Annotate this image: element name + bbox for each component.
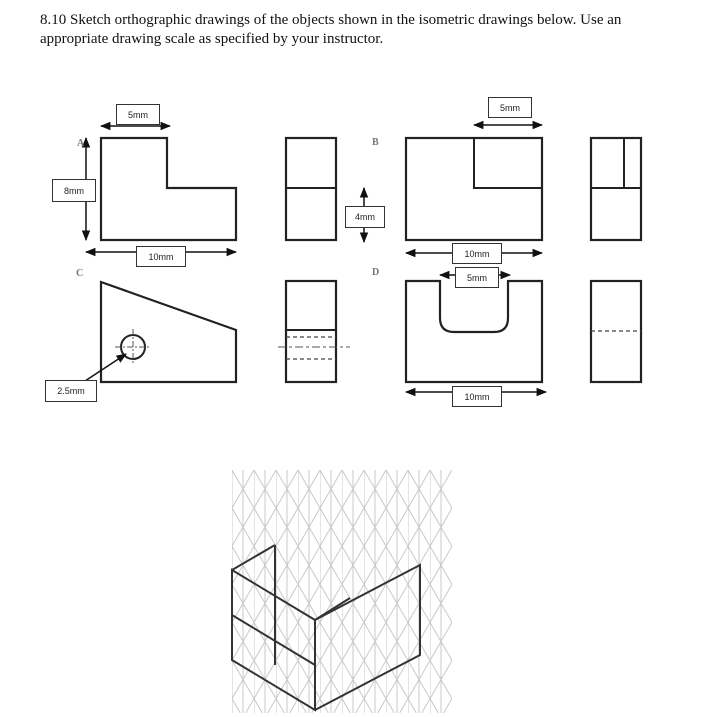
d-front-view <box>406 281 542 382</box>
label-c: C <box>76 268 84 279</box>
a-height-label: 8mm <box>52 179 96 202</box>
problem-line-2: appropriate drawing scale as specified by your instructor. <box>40 31 384 47</box>
a-width-bottom-label: 10mm <box>136 246 186 267</box>
b-width-bottom-label: 10mm <box>452 243 502 264</box>
d-slot-label: 5mm <box>455 267 499 288</box>
a-front-view <box>101 138 236 240</box>
label-d: D <box>372 267 380 278</box>
label-a: A <box>77 138 85 149</box>
b-width-top-label: 5mm <box>488 97 532 118</box>
c-side-view <box>286 281 336 382</box>
b-front-step <box>474 138 542 188</box>
d-width-label: 10mm <box>452 386 502 407</box>
mid-height-label: 4mm <box>345 206 385 228</box>
c-front-view <box>101 282 236 382</box>
c-hole-leader-arrow <box>82 354 126 383</box>
c-hole-label: 2.5mm <box>45 380 97 402</box>
label-b: B <box>372 137 379 148</box>
a-width-top-label: 5mm <box>116 104 160 125</box>
problem-line-1: 8.10 Sketch orthographic drawings of the objects shown in the isometric drawings below. Use an <box>40 12 622 28</box>
